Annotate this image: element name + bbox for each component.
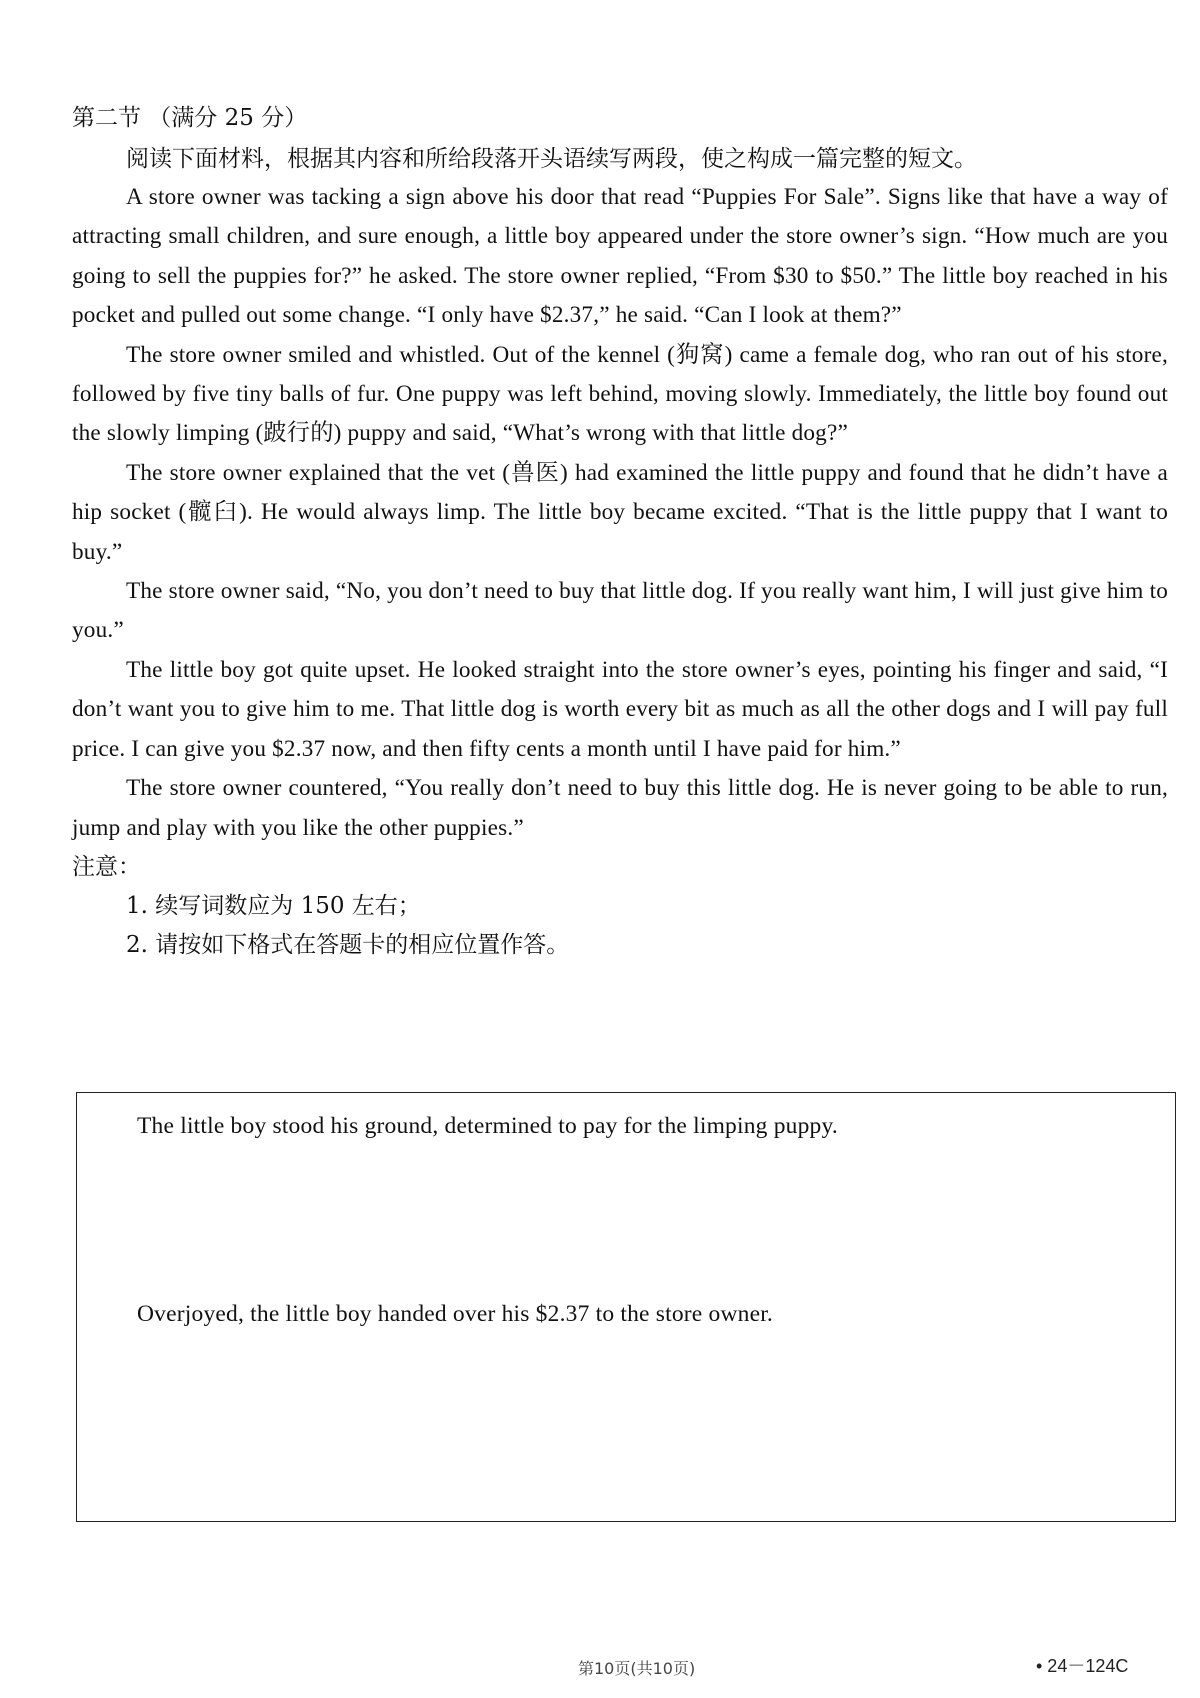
paragraph-opener-2: Overjoyed, the little boy handed over his $2.37 to the store owner. <box>137 1301 774 1327</box>
document-body <box>72 100 1168 965</box>
note-item-1: 1. 续写词数应为 150 左右； <box>126 892 421 919</box>
page-number: 第10页(共10页) <box>578 1659 696 1678</box>
passage-paragraph-4: The store owner said, “No, you don’t need to buy that little dog. If you really want him, I will just give him to you.” <box>72 578 1168 644</box>
passage-paragraph-5: The little boy got quite upset. He looked straight into the store owner’s eyes, pointing his finger and said, “I don’t want you to give him to me. That little dog is worth every bit as much as all the other dogs and I will pay full price. I can give you $2.37 now, and then fifty cents a month until I have paid for him.” <box>72 656 1168 762</box>
paragraph-opener-1: The little boy stood his ground, determined to pay for the limping puppy. <box>137 1113 838 1139</box>
note-item-2: 2. 请按如下格式在答题卡的相应位置作答。 <box>126 931 570 958</box>
instruction-text: 阅读下面材料，根据其内容和所给段落开头语续写两段，使之构成一篇完整的短文。 <box>126 146 977 172</box>
section-heading: 第二节 （满分 25 分） <box>72 105 308 131</box>
passage-paragraph-3: The store owner explained that the vet (兽医) had examined the little puppy and found that he didn’t have a hip socket (髋臼). He would always limp. The little boy became excited. “That is the little puppy that I want to buy.” <box>72 459 1168 565</box>
passage-paragraph-2: The store owner smiled and whistled. Out of the kennel (狗窝) came a female dog, who ran out of his store, followed by five tiny balls of fur. One puppy was left behind, moving slowly. Immediately, the little boy found out the slowly limping (跛行的) puppy and said, “What’s wrong with that little dog?” <box>72 341 1168 447</box>
passage-paragraph-6: The store owner countered, “You really don’t need to buy this little dog. He is never going to be able to run, jump and play with you like the other puppies.” <box>72 775 1168 841</box>
passage-paragraph-1: A store owner was tacking a sign above his door that read “Puppies For Sale”. Signs like that have a way of attracting small children, and sure enough, a little boy appeared under the store owner’s sign. “How much are you going to sell the puppies for?” he asked. The store owner replied, “From $30 to $50.” The little boy reached in his pocket and pulled out some change. “I only have $2.37,” he said. “Can I look at them?” <box>72 184 1168 329</box>
exam-code: • 24－124C <box>1036 1656 1129 1676</box>
answer-box[interactable] <box>76 1092 1176 1522</box>
notes-label: 注意： <box>72 853 141 880</box>
